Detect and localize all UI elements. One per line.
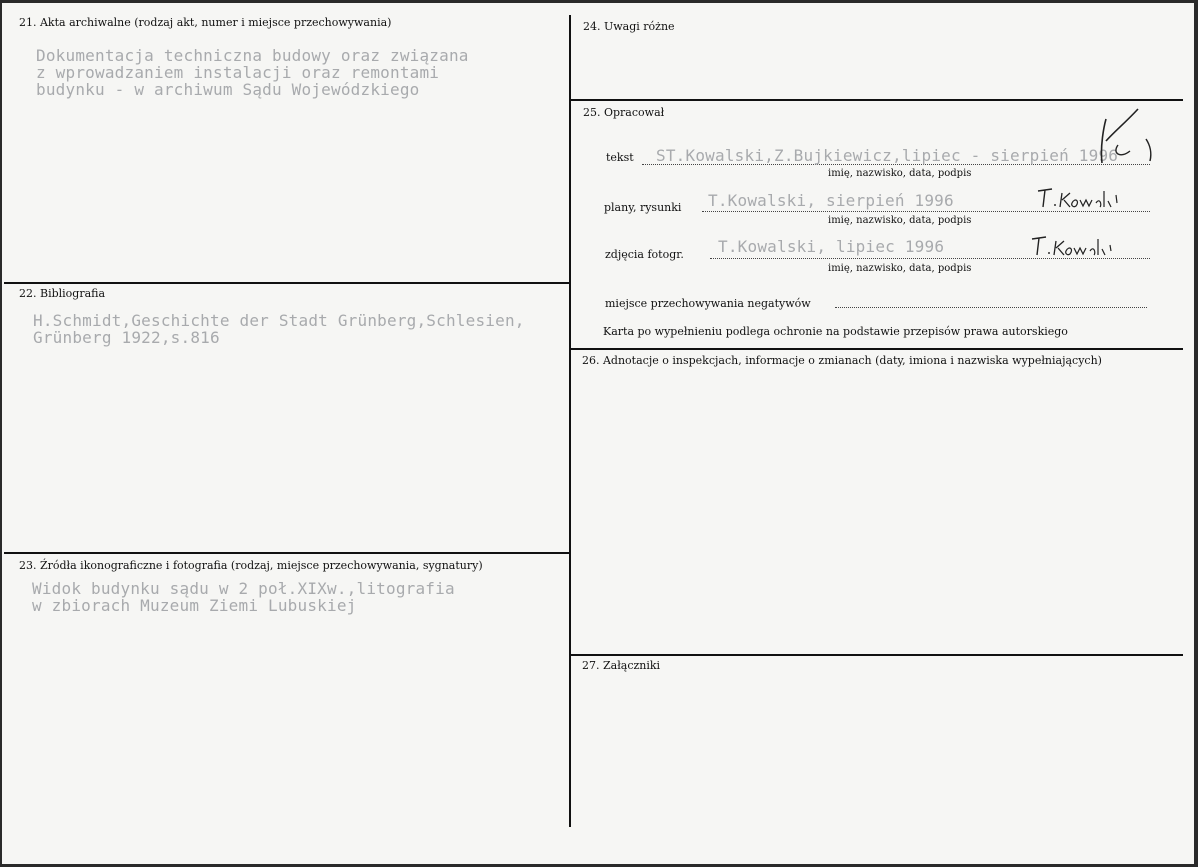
section-21-line-1: Dokumentacja techniczna budowy oraz związana xyxy=(36,46,469,65)
section-26-label: 26. Adnotacje o inspekcjach, informacje o zmianach (daty, imiona i nazwiska wypełniających) xyxy=(582,354,1102,367)
section-25-label: 25. Opracował xyxy=(583,106,665,119)
signature-photos-author xyxy=(1030,233,1130,263)
copyright-note: Karta po wypełnieniu podlega ochronie na podstawie przepisów prawa autorskiego xyxy=(603,325,1068,338)
photos-author-hint: imię, nazwisko, data, podpis xyxy=(828,263,972,274)
section-22-line-1: H.Schmidt,Geschichte der Stadt Grünberg,Schlesien, xyxy=(33,311,525,330)
text-author-label: tekst xyxy=(606,151,634,164)
divider-22-23 xyxy=(4,552,569,554)
section-22-label: 22. Bibliografia xyxy=(19,287,106,300)
negatives-storage-label: miejsce przechowywania negatywów xyxy=(605,297,811,310)
photos-author-label: zdjęcia fotogr. xyxy=(605,248,684,261)
section-23-line-1: Widok budynku sądu w 2 poł.XIXw.,litografia xyxy=(32,579,455,598)
signature-text-author xyxy=(1090,101,1180,171)
photos-author-value: T.Kowalski, lipiec 1996 xyxy=(718,237,945,256)
drawings-author-hint: imię, nazwisko, data, podpis xyxy=(828,215,972,226)
section-21-line-3: budynku - w archiwum Sądu Wojewódzkiego xyxy=(36,80,420,99)
divider-21-22 xyxy=(4,282,569,284)
section-27-label: 27. Załączniki xyxy=(582,659,661,672)
text-author-hint: imię, nazwisko, data, podpis xyxy=(828,168,972,179)
section-24-label: 24. Uwagi różne xyxy=(583,20,675,33)
drawings-author-value: T.Kowalski, sierpień 1996 xyxy=(708,191,954,210)
negatives-storage-line xyxy=(835,307,1147,308)
section-23-label: 23. Źródła ikonograficzne i fotografia (rodzaj, miejsce przechowywania, sygnatury) xyxy=(19,559,483,572)
drawings-author-label: plany, rysunki xyxy=(604,201,682,214)
section-21-label: 21. Akta archiwalne (rodzaj akt, numer i miejsce przechowywania) xyxy=(19,16,392,29)
divider-25-26 xyxy=(571,348,1183,350)
section-21-line-2: z wprowadzaniem instalacji oraz remontami xyxy=(36,63,440,82)
text-author-value: ST.Kowalski,Z.Bujkiewicz,lipiec - sierpień 1996 xyxy=(656,146,1119,165)
divider-26-27 xyxy=(571,654,1183,656)
signature-drawings-author xyxy=(1036,185,1136,215)
column-divider xyxy=(569,15,571,827)
section-23-line-2: w zbiorach Muzeum Ziemi Lubuskiej xyxy=(32,596,357,615)
section-22-line-2: Grünberg 1922,s.816 xyxy=(33,328,220,347)
